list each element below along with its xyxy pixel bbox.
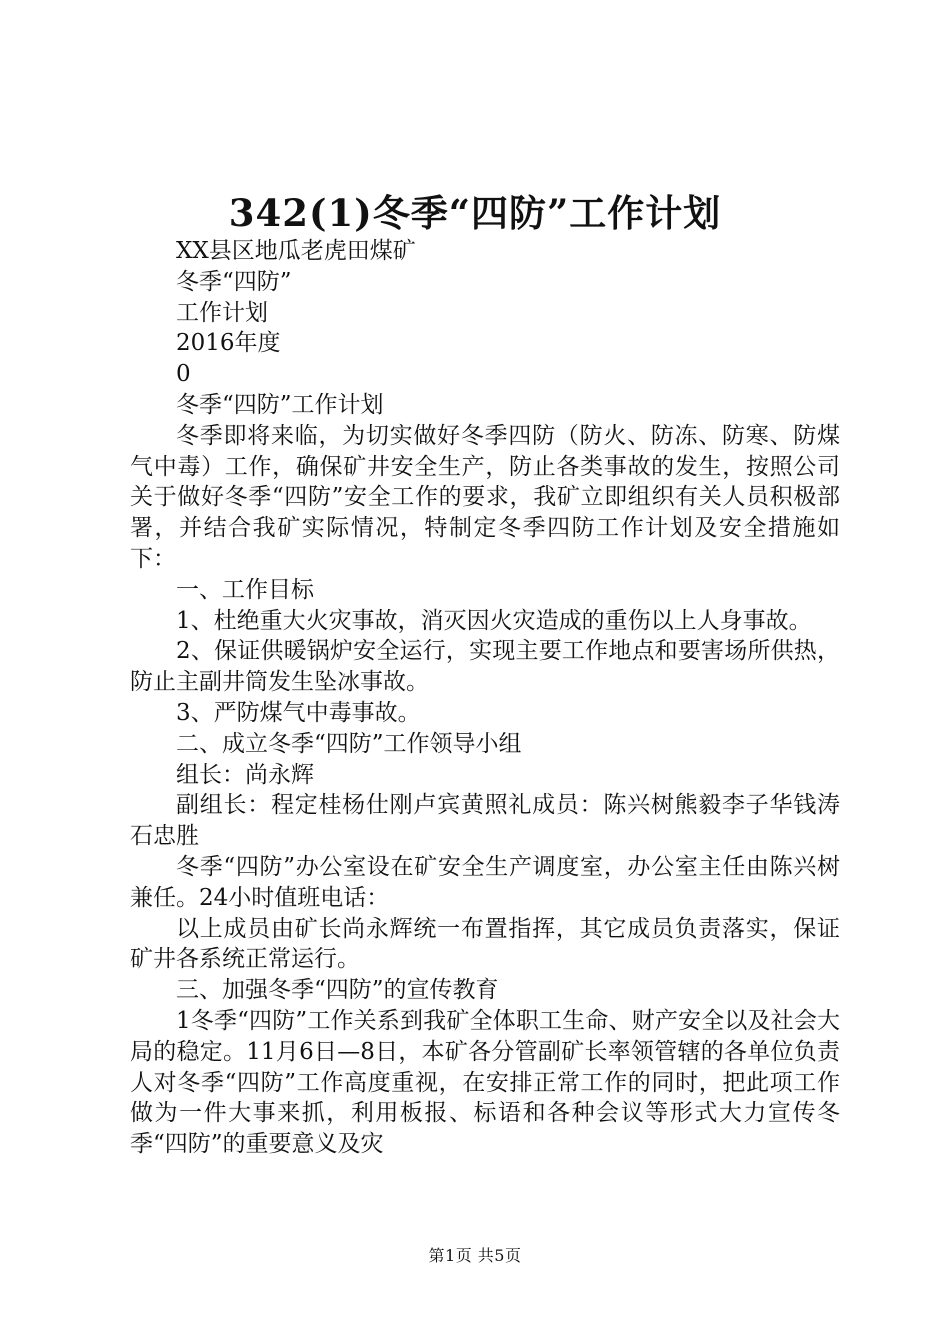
goal-item-3: 3、严防煤气中毒事故。 [176, 699, 421, 726]
plan-label-line: 工作计划 [176, 299, 268, 326]
heading-leadership: 二、成立冬季“四防”工作领导小组 [176, 730, 522, 757]
section-heading: 冬季“四防”工作计划 [176, 391, 384, 418]
document-body [130, 236, 840, 1160]
deputy-members-line: 副组长：程定桂杨仕刚卢宾黄照礼成员：陈兴树熊毅李子华钱涛石忠胜 [130, 792, 840, 850]
intro-paragraph: 冬季即将来临，为切实做好冬季四防（防火、防冻、防寒、防煤气中毒）工作，确保矿井安全生产，防止各类事故的发生，按照公司关于做好冬季“四防”安全工作的要求，我矿立即组织有关人员积极部署，并结合我矿实际情况，特制定冬季四防工作计划及安全措施如下： [130, 422, 840, 572]
office-paragraph: 冬季“四防”办公室设在矿安全生产调度室，办公室主任由陈兴树兼任。24小时值班电话： [130, 853, 840, 911]
goal-item-1: 1、杜绝重大火灾事故，消灭因火灾造成的重伤以上人身事故。 [176, 607, 812, 634]
publicity-paragraph: 1冬季“四防”工作关系到我矿全体职工生命、财产安全以及社会大局的稳定。11月6日—8日，本矿各分管副矿长率领管辖的各单位负责人对冬季“四防”工作高度重视，在安排正常工作的同时，把此项工作做为一件大事来抓，利用板报、标语和各种会议等形式大力宣传冬季“四防”的重要意义及灾 [130, 1007, 840, 1158]
heading-goals: 一、工作目标 [176, 576, 314, 603]
leader-line: 组长：尚永辉 [176, 761, 314, 788]
command-paragraph: 以上成员由矿长尚永辉统一布置指挥，其它成员负责落实，保证矿井各系统正常运行。 [130, 915, 840, 973]
number-line: 0 [176, 361, 191, 388]
year-line: 2016年度 [176, 330, 281, 357]
document-title: 342(1)冬季“四防”工作计划 [228, 191, 722, 235]
company-name-line: XX县区地瓜老虎田煤矿 [176, 238, 416, 264]
page-footer: 第1页 共5页 [428, 1246, 522, 1265]
subtitle-line: 冬季“四防” [176, 268, 292, 295]
heading-publicity: 三、加强冬季“四防”的宣传教育 [176, 977, 499, 1004]
goal-item-2: 2、保证供暖锅炉安全运行，实现主要工作地点和要害场所供热，防止主副井筒发生坠冰事故。 [130, 638, 840, 696]
